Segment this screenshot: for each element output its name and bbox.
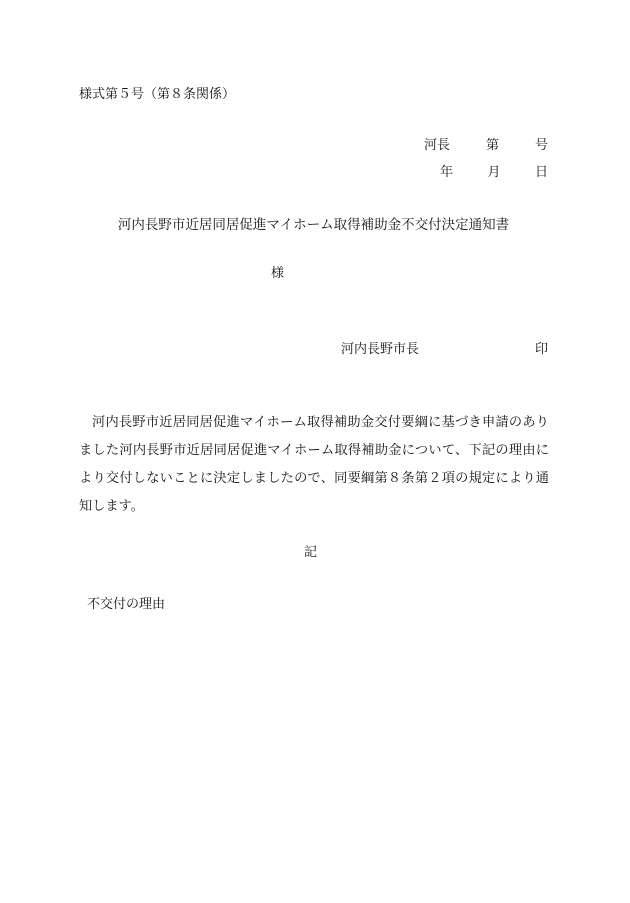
body-paragraph: 河内長野市近居同居促進マイホーム取得補助金交付要綱に基づき申請のありました河内長野市近居同居促進マイホーム取得補助金について、下記の理由により交付しないことに決定しましたので、同要綱第８条第２項の規定により通知します。 xyxy=(79,415,549,514)
issuer-seal: 印 xyxy=(534,342,548,357)
issuer-name: 河内長野市長 xyxy=(341,342,420,357)
date-day: 日 xyxy=(534,165,548,180)
reason-label: 不交付の理由 xyxy=(87,597,166,612)
date-year: 年 xyxy=(440,165,454,180)
document-number-dai: 第 xyxy=(485,138,499,153)
form-number: 様式第５号（第８条関係） xyxy=(79,87,236,102)
issuer xyxy=(341,338,548,357)
document-number xyxy=(424,134,548,153)
document-number-go: 号 xyxy=(534,138,548,153)
document-number-prefix: 河長 xyxy=(424,138,451,153)
addressee-suffix: 様 xyxy=(271,266,285,281)
document-title: 河内長野市近居同居促進マイホーム取得補助金不交付決定通知書 xyxy=(117,217,510,233)
date-month: 月 xyxy=(487,165,501,180)
ki-heading: 記 xyxy=(304,545,318,560)
issue-date xyxy=(440,161,548,180)
